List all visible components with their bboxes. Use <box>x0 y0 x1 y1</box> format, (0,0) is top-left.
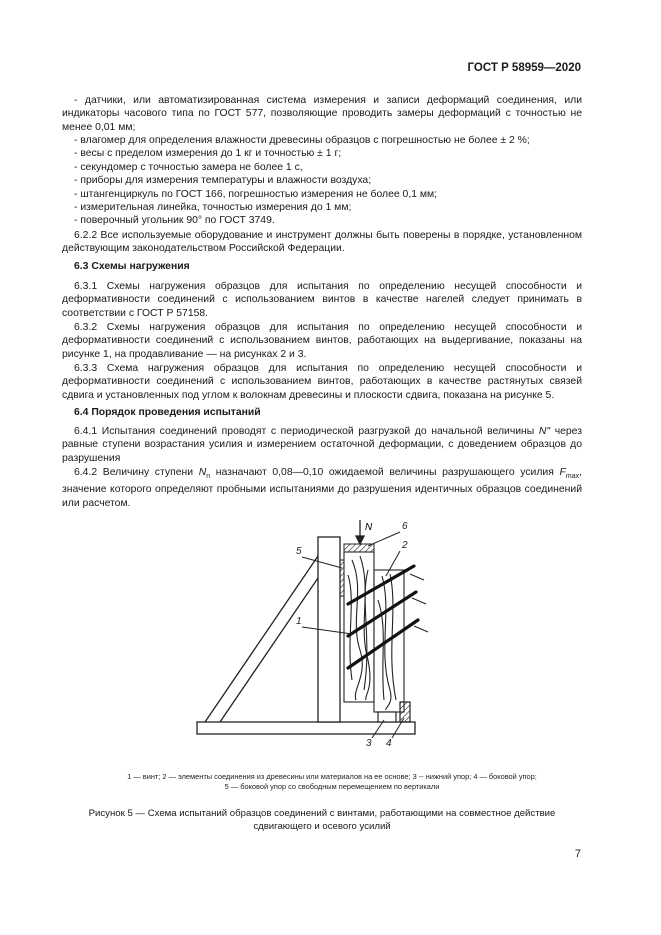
figure-caption: Рисунок 5 — Схема испытаний образцов соединений с винтами, работающими на совместное действие сдвигающего и осевого усилий <box>88 808 556 832</box>
paragraph-6-2-2: 6.2.2 Все используемые оборудование и инструмент должны быть поверены в порядке, установленном действующим законодательством Российской Федерации. <box>62 230 582 255</box>
page-number: 7 <box>574 848 581 860</box>
paragraph-6-3-2: 6.3.2 Схемы нагружения образцов для испытания по определению несущей способности и деформативности соединений с использованием винтов, работающих на выдергивание, показаны на рисунке 1, на продавливание — на рисунках 2 и 3. <box>62 322 582 360</box>
list-item: - приборы для измерения температуры и влажности воздуха; <box>74 175 372 187</box>
callout-6: 6 <box>402 521 408 532</box>
list-item: - влагомер для определения влажности древесины образцов с погрешностью не более ± 2 %; <box>74 135 530 146</box>
load-arrow <box>356 520 364 544</box>
section-heading-6-4: 6.4 Порядок проведения испытаний <box>74 407 261 418</box>
paragraph-6-3-1: 6.3.1 Схемы нагружения образцов для испытания по определению несущей способности и деформативности соединений с использованием винтов в качестве нагелей следует принимать в соответствии с ГОСТ Р 57158. <box>62 281 582 319</box>
list-item: - секундомер с точностью замера не более 1 с, <box>74 161 303 173</box>
paragraph-6-3-3: 6.3.3 Схема нагружения образцов для испытания по определению несущей способности и деформативности соединений с использованием винтов, работающих в качестве растянутых связей сдвига и установленных под углом к волокнам древесины и плоскости сдвига, показана на рисунке 5. <box>62 363 582 401</box>
list-item: - штангенциркуль по ГОСТ 166, погрешностью измерения не более 0,1 мм; <box>74 188 438 200</box>
list-intro: - датчики, или автоматизированная система измерения и записи деформаций соединения, или индикаторы часового типа по ГОСТ 577, позволяющие проводить замеры деформаций с точностью не менее 0,01 мм; <box>62 95 582 133</box>
figure-legend-line: 1 — винт; 2 — элементы соединения из древесины или материалов на ее основе; 3 -- нижний упор; 4 — боковой упор; <box>127 772 537 781</box>
list-item: - поверочный угольник 90° по ГОСТ 3749. <box>74 215 275 227</box>
figure-legend-line: 5 — боковой упор со свободным перемещением по вертикали <box>224 782 440 791</box>
standard-header: ГОСТ Р 58959—2020 <box>467 62 581 74</box>
bottom-stop-3 <box>378 712 396 722</box>
paragraph-6-4-2: 6.4.2 Величину ступени $N_n$ назначают 0,08—0,10 ожидаемой величины разрушающего усилия $F_{max}$, значение которого определяют пробными испытаниями до разрушения идентичных образцов соединений или расчетом. <box>62 467 582 509</box>
callout-4: 4 <box>386 738 392 749</box>
callout-5: 5 <box>296 546 302 557</box>
paragraph-6-4-1: 6.4.1 Испытания соединений проводят с периодической разгрузкой до начальной величины N" через равные ступени возрастания усилия и измерением остаточной деформации, с доведением образцов до разрушения <box>62 426 582 464</box>
section-heading-6-3: 6.3 Схемы нагружения <box>74 261 190 272</box>
list-item: - измерительная линейка, точностью измерения до 1 мм; <box>74 202 352 214</box>
side-stop-4 <box>400 702 410 722</box>
list-item: - весы с пределом измерения до 1 кг и точностью ± 1 г; <box>74 148 342 160</box>
callout-1: 1 <box>296 616 302 627</box>
callout-2: 2 <box>402 540 408 551</box>
diagonal-brace <box>205 556 318 722</box>
callout-3: 3 <box>366 738 372 749</box>
base-plate <box>197 722 415 734</box>
load-label: N <box>365 522 373 533</box>
figure-legend <box>62 772 602 792</box>
